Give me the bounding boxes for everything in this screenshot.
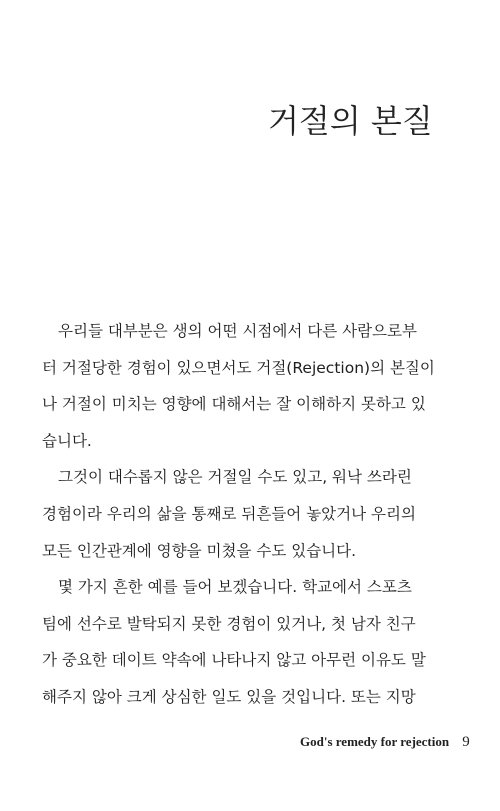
text-line: 모든 인간관계에 영향을 미쳤을 수도 있습니다. bbox=[42, 541, 357, 560]
text-line: 팀에 선수로 발탁되지 못한 경험이 있거나, 첫 남자 친구 bbox=[42, 614, 416, 633]
text-line: 몇 가지 흔한 예를 들어 보겠습니다. 학교에서 스포츠 bbox=[58, 578, 412, 597]
text-line: 습니다. bbox=[42, 431, 92, 450]
text-line: 해주지 않아 크게 상심한 일도 있을 것입니다. 또는 지망 bbox=[42, 687, 416, 706]
body-text bbox=[42, 313, 460, 716]
text-line: 우리들 대부분은 생의 어떤 시점에서 다른 사람으로부 bbox=[58, 322, 417, 340]
text-line: 나 거절이 미치는 영향에 대해서는 잘 이해하지 못하고 있 bbox=[42, 395, 426, 414]
text-line: 그것이 대수롭지 않은 거절일 수도 있고, 워낙 쓰라린 bbox=[58, 468, 412, 487]
paragraph-3 bbox=[42, 569, 460, 715]
page-footer bbox=[300, 729, 470, 753]
text-line: 가 중요한 데이트 약속에 나타나지 않고 아무런 이유도 말 bbox=[42, 651, 426, 670]
paragraph-1 bbox=[42, 313, 460, 459]
chapter-title: 거절의 본질 bbox=[268, 102, 433, 140]
text-line: 터 거절당한 경험이 있으면서도 거절(Rejection)의 본질이 bbox=[42, 358, 435, 377]
running-title: God's remedy for rejection bbox=[300, 734, 450, 749]
page-number: 9 bbox=[462, 734, 470, 750]
text-line: 경험이라 우리의 삶을 통째로 뒤흔들어 놓았거나 우리의 bbox=[42, 504, 416, 523]
paragraph-2 bbox=[42, 459, 460, 569]
